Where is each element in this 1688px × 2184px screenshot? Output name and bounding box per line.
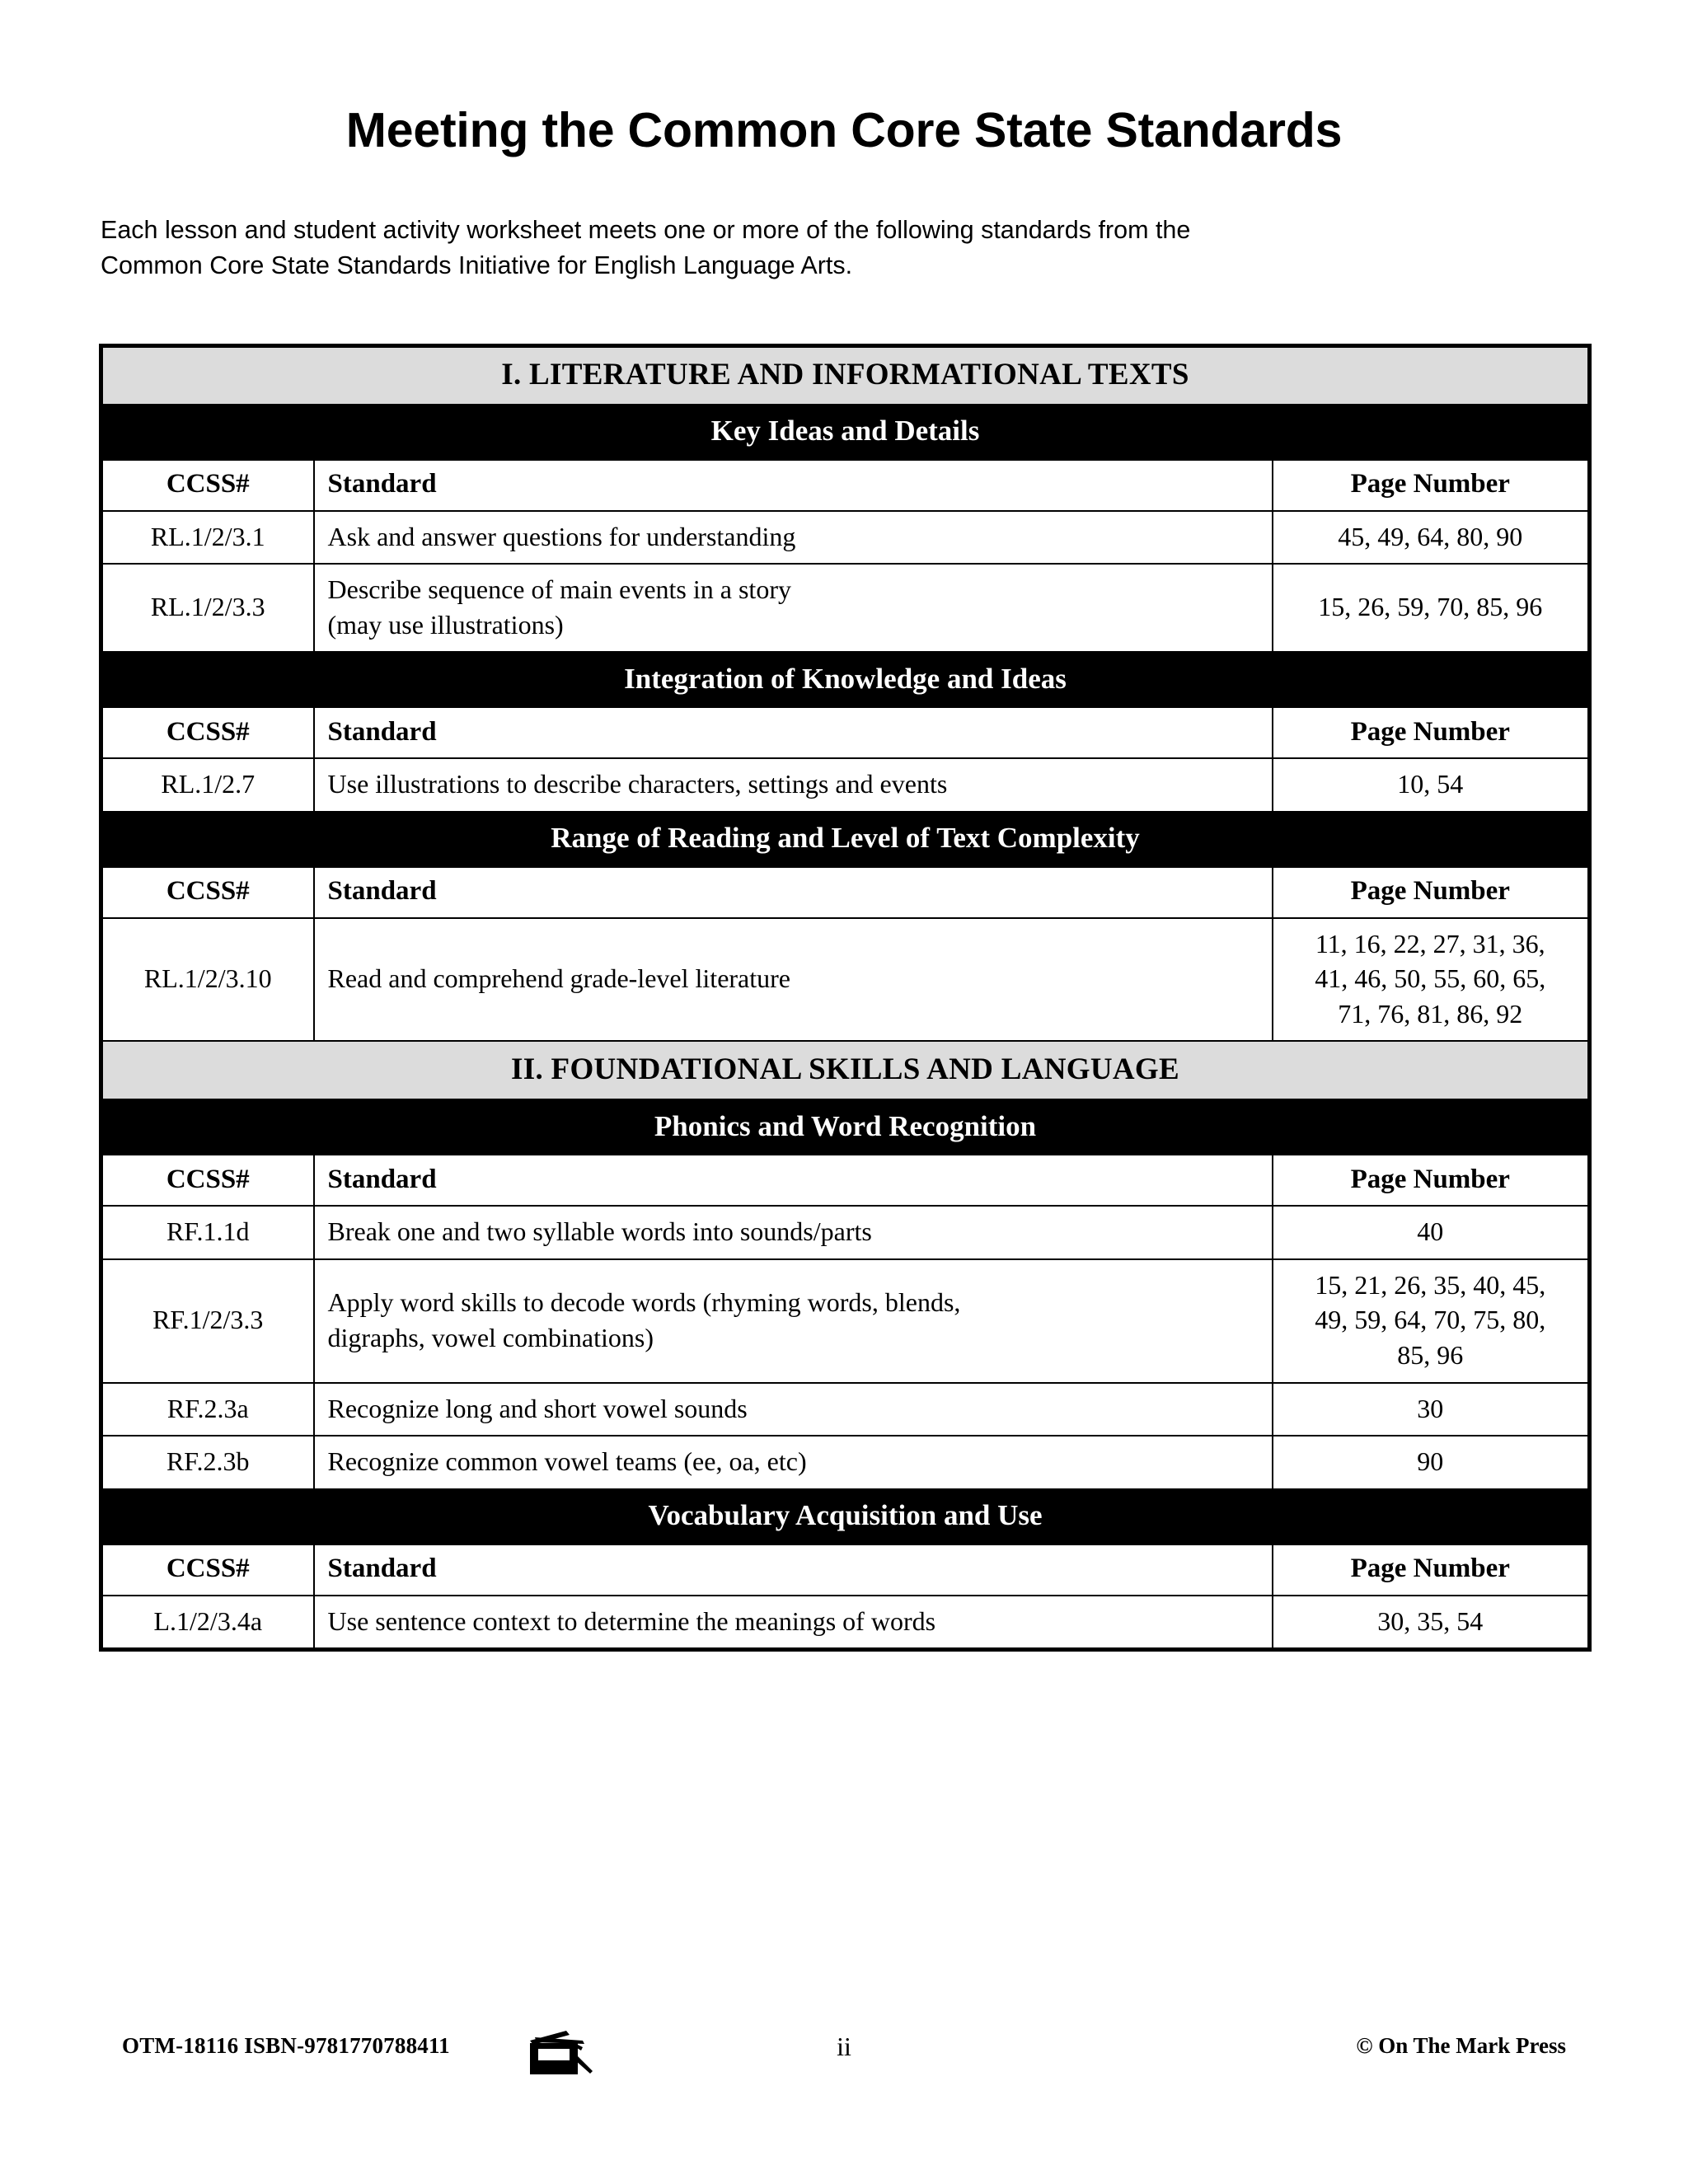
cell-standard-line: Read and comprehend grade-level literature xyxy=(327,963,790,994)
intro-line-1: Each lesson and student activity worksheet meets one or more of the following standards from the xyxy=(101,216,1191,244)
column-header-page: Page Number xyxy=(1273,707,1590,758)
cell-page xyxy=(1273,1206,1590,1259)
subsection-banner-phonics xyxy=(101,1099,1590,1155)
cell-page xyxy=(1273,564,1590,652)
section-banner-1-label: I. LITERATURE AND INFORMATIONAL TEXTS xyxy=(101,346,1590,405)
cell-page-line: 10, 54 xyxy=(1397,769,1464,799)
cell-standard-line: digraphs, vowel combinations) xyxy=(327,1322,654,1352)
cell-page-line: 30 xyxy=(1417,1393,1444,1423)
table-row xyxy=(101,1206,1590,1259)
cell-standard xyxy=(314,1259,1273,1383)
intro-paragraph xyxy=(101,213,1576,284)
column-header-ccss: CCSS# xyxy=(101,460,314,511)
cell-standard xyxy=(314,1383,1273,1436)
column-header-row xyxy=(101,1155,1590,1206)
cell-page-line: 15, 26, 59, 70, 85, 96 xyxy=(1318,592,1543,622)
column-header-standard: Standard xyxy=(314,460,1273,511)
cell-standard-line: (may use illustrations) xyxy=(327,609,564,640)
cell-page-line: 11, 16, 22, 27, 31, 36, xyxy=(1315,928,1545,958)
cell-standard-line: Break one and two syllable words into sounds/parts xyxy=(327,1216,872,1247)
cell-standard xyxy=(314,918,1273,1042)
column-header-standard: Standard xyxy=(314,707,1273,758)
subsection-banner-key-ideas-label: Key Ideas and Details xyxy=(101,405,1590,460)
cell-ccss: RL.1/2/3.3 xyxy=(101,564,314,652)
cell-standard-line: Use illustrations to describe characters, settings and events xyxy=(327,769,948,799)
table-row xyxy=(101,1596,1590,1650)
footer-page-number: ii xyxy=(837,2032,851,2061)
cell-page-line: 90 xyxy=(1417,1446,1444,1477)
column-header-ccss: CCSS# xyxy=(101,707,314,758)
subsection-banner-integration-label: Integration of Knowledge and Ideas xyxy=(101,652,1590,707)
table-row xyxy=(101,1436,1590,1489)
column-header-ccss: CCSS# xyxy=(101,1544,314,1596)
subsection-banner-vocabulary-label: Vocabulary Acquisition and Use xyxy=(101,1489,1590,1544)
column-header-row xyxy=(101,1544,1590,1596)
column-header-standard: Standard xyxy=(314,1155,1273,1206)
cell-page-line: 49, 59, 64, 70, 75, 80, xyxy=(1315,1305,1546,1335)
cell-ccss: RL.1/2.7 xyxy=(101,758,314,812)
section-banner-2-label: II. FOUNDATIONAL SKILLS AND LANGUAGE xyxy=(101,1041,1590,1099)
table-row xyxy=(101,564,1590,652)
column-header-ccss: CCSS# xyxy=(101,867,314,918)
column-header-ccss: CCSS# xyxy=(101,1155,314,1206)
subsection-banner-range-of-reading xyxy=(101,812,1590,867)
cell-page xyxy=(1273,1596,1590,1650)
cell-standard xyxy=(314,1436,1273,1489)
cell-ccss: RL.1/2/3.1 xyxy=(101,511,314,565)
cell-page-line: 40 xyxy=(1417,1216,1444,1247)
cell-standard xyxy=(314,1596,1273,1650)
column-header-page: Page Number xyxy=(1273,460,1590,511)
table-row xyxy=(101,758,1590,812)
cell-page-line: 45, 49, 64, 80, 90 xyxy=(1338,521,1523,551)
subsection-banner-phonics-label: Phonics and Word Recognition xyxy=(101,1099,1590,1155)
cell-page-line: 71, 76, 81, 86, 92 xyxy=(1338,998,1523,1029)
cell-standard xyxy=(314,758,1273,812)
footer-copyright: © On The Mark Press xyxy=(1356,2033,1566,2058)
cell-page-line: 85, 96 xyxy=(1397,1339,1464,1370)
cell-ccss: RF.2.3b xyxy=(101,1436,314,1489)
table-row xyxy=(101,918,1590,1042)
cell-standard-line: Apply word skills to decode words (rhyming words, blends, xyxy=(327,1287,961,1318)
section-banner-2 xyxy=(101,1041,1590,1099)
cell-standard-line: Recognize common vowel teams (ee, oa, etc) xyxy=(327,1446,807,1477)
cell-standard xyxy=(314,511,1273,565)
cell-page-line: 41, 46, 50, 55, 60, 65, xyxy=(1315,963,1546,994)
cell-standard xyxy=(314,1206,1273,1259)
table-row xyxy=(101,511,1590,565)
cell-page-line: 15, 21, 26, 35, 40, 45, xyxy=(1315,1269,1546,1300)
column-header-page: Page Number xyxy=(1273,867,1590,918)
table-row xyxy=(101,1259,1590,1383)
column-header-page: Page Number xyxy=(1273,1544,1590,1596)
table-row xyxy=(101,1383,1590,1436)
cell-page xyxy=(1273,758,1590,812)
cell-ccss: RL.1/2/3.10 xyxy=(101,918,314,1042)
cell-standard-line: Recognize long and short vowel sounds xyxy=(327,1393,748,1423)
cell-page xyxy=(1273,1259,1590,1383)
cell-page xyxy=(1273,918,1590,1042)
cell-ccss: RF.2.3a xyxy=(101,1383,314,1436)
column-header-page: Page Number xyxy=(1273,1155,1590,1206)
column-header-row xyxy=(101,707,1590,758)
cell-page xyxy=(1273,511,1590,565)
subsection-banner-key-ideas xyxy=(101,405,1590,460)
section-banner-1 xyxy=(101,346,1590,405)
cell-page xyxy=(1273,1436,1590,1489)
standards-table xyxy=(99,344,1592,1652)
cell-standard-line: Ask and answer questions for understanding xyxy=(327,521,796,551)
cell-ccss: L.1/2/3.4a xyxy=(101,1596,314,1650)
column-header-standard: Standard xyxy=(314,1544,1273,1596)
page-title: Meeting the Common Core State Standards xyxy=(345,103,1343,157)
cell-ccss: RF.1/2/3.3 xyxy=(101,1259,314,1383)
cell-ccss: RF.1.1d xyxy=(101,1206,314,1259)
cell-page xyxy=(1273,1383,1590,1436)
cell-standard xyxy=(314,564,1273,652)
column-header-row xyxy=(101,867,1590,918)
column-header-row xyxy=(101,460,1590,511)
footer-isbn: OTM-18116 ISBN-9781770788411 xyxy=(122,2033,450,2058)
column-header-standard: Standard xyxy=(314,867,1273,918)
subsection-banner-range-of-reading-label: Range of Reading and Level of Text Complexity xyxy=(101,812,1590,867)
cell-standard-line: Use sentence context to determine the meanings of words xyxy=(327,1605,936,1636)
cell-standard-line: Describe sequence of main events in a story xyxy=(327,574,791,605)
subsection-banner-integration xyxy=(101,652,1590,707)
cell-page-line: 30, 35, 54 xyxy=(1377,1605,1484,1636)
intro-line-2: Common Core State Standards Initiative for English Language Arts. xyxy=(101,251,853,280)
page-footer xyxy=(0,2023,1688,2089)
subsection-banner-vocabulary xyxy=(101,1489,1590,1544)
